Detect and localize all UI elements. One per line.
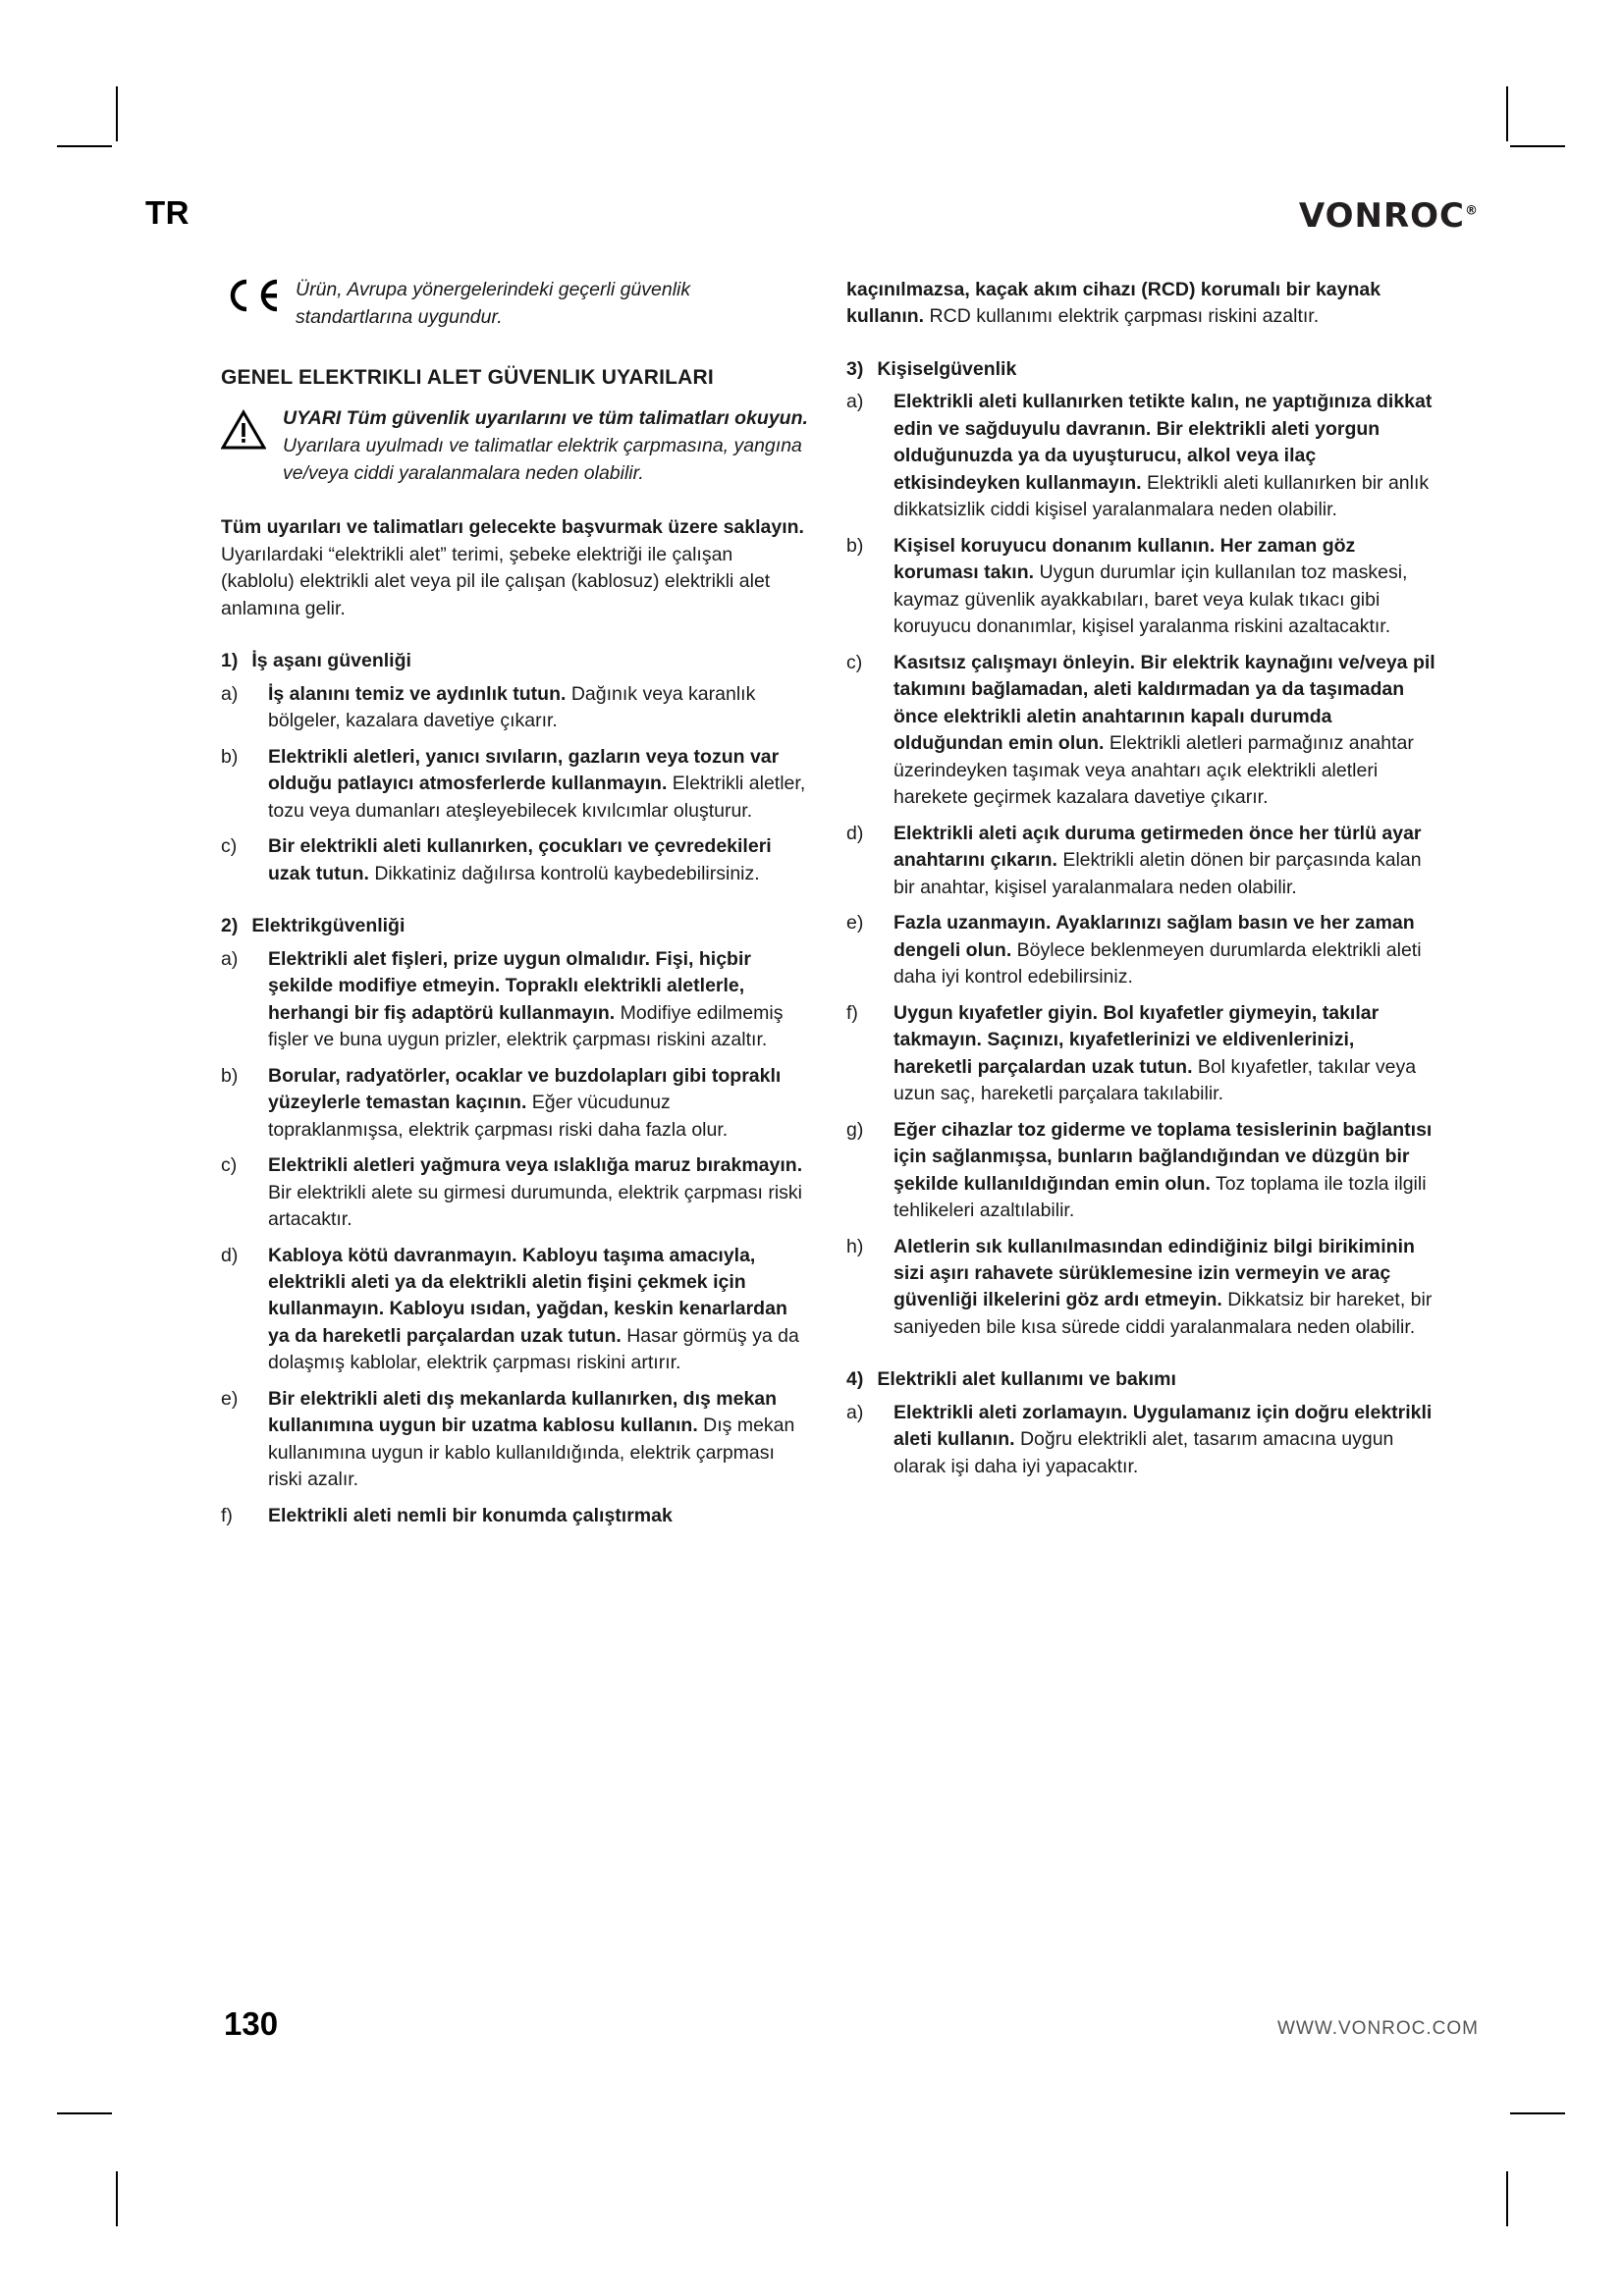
- item-text: [268, 744, 810, 825]
- section-1-title: İş aşanı güvenliği: [251, 650, 411, 672]
- section-1-heading: [221, 648, 810, 674]
- item-bold: Kasıtsız çalışmayı önleyin. Bir elektrik kaynağını ve/veya pil takımını bağlamadan, aleti kaldırmadan ya da taşımadan önce elektrikli aletin anahtarının kapalı durumda olduğundan emin olun.: [893, 651, 1435, 755]
- item-marker: b): [221, 745, 239, 768]
- item-text: [893, 389, 1435, 523]
- item-marker: b): [846, 534, 864, 557]
- section-4-number: 4): [846, 1368, 864, 1391]
- item-text: [268, 946, 810, 1054]
- section-4-title: Elektrikli alet kullanımı ve bakımı: [877, 1368, 1176, 1391]
- item-rest: Uygun durumlar için kullanılan toz maskesi, kaymaz güvenlik ayakkabıları, baret veya kulak tıkacı gibi koruyucu donanımlar, kişisel yaralanma riskini azaltacaktır.: [893, 561, 1408, 638]
- section-4-heading: [846, 1366, 1435, 1393]
- item-bold: Elektrikli aleti kullanırken tetikte kalın, ne yaptığınıza dikkat edin ve sağduyulu davranın. Bir elektrikli aleti yorgun olduğunuzda ya da uyuşturucu, alkol veya ilaç etkisindeyken kullanmayın.: [893, 391, 1433, 494]
- crop-mark: [57, 2112, 112, 2114]
- item-rest: Doğru elektrikli alet, tasarım amacına uygun olarak işi daha iyi yapacaktır.: [893, 1428, 1394, 1477]
- item-text: [268, 833, 810, 887]
- item-text: [268, 1063, 810, 1144]
- item-marker: f): [221, 1504, 233, 1526]
- item-text: [893, 910, 1435, 990]
- item-marker: a): [846, 391, 864, 413]
- item-marker: f): [846, 1001, 858, 1024]
- list-item: [221, 1243, 810, 1377]
- right-column: [846, 277, 1435, 1506]
- list-item: [221, 946, 810, 1054]
- warning-text: [283, 405, 810, 487]
- item-text: [893, 1117, 1435, 1225]
- list-item: [846, 1117, 1435, 1225]
- page-title: GENEL ELEKTRIKLI ALET GÜVENLIK UYARILARI: [221, 366, 714, 390]
- item-rest: Hasar görmüş ya da dolaşmış kablolar, elektrik çarpması riskini artırır.: [268, 1324, 799, 1374]
- item-marker: c): [221, 1154, 238, 1177]
- item-bold: Uygun kıyafetler giyin. Bol kıyafetler giymeyin, takılar takmayın. Saçınızı, kıyafetlerinizi ve eldivenlerinizi, hareketli parçalardan uzak tutun.: [893, 1001, 1380, 1078]
- list-item: [221, 833, 810, 887]
- left-column: [221, 277, 810, 1555]
- item-bold: Elektrikli aletleri, yanıcı sıvıların, gazların veya tozun var olduğu patlayıcı atmosferlerde kullanmayın.: [268, 745, 780, 795]
- intro-paragraph: [221, 514, 810, 622]
- warning-triangle-icon: [221, 405, 270, 458]
- item-bold: Borular, radyatörler, ocaklar ve buzdolapları gibi topraklı yüzeylerle temastan kaçının.: [268, 1064, 782, 1114]
- brand-logo: [1299, 196, 1479, 236]
- continuation-paragraph: [846, 277, 1435, 331]
- item-rest: Dış mekan kullanımına uygun ir kablo kullanıldığında, elektrik çarpması riski azalır.: [268, 1415, 795, 1491]
- continuation-rest: RCD kullanımı elektrik çarpması riskini azaltır.: [924, 305, 1320, 328]
- item-text: [268, 1386, 810, 1494]
- item-rest: Dağınık veya karanlık bölgeler, kazalara davetiye çıkarır.: [268, 682, 756, 732]
- list-item: [221, 681, 810, 735]
- item-bold: Aletlerin sık kullanılmasından edindiğiniz bilgi birikiminin sizi aşırı rahavete sürüklemesine izin vermeyin ve araç güvenliği ilkelerini göz ardı etmeyin.: [893, 1235, 1415, 1311]
- list-item: [846, 1400, 1435, 1480]
- list-item: [221, 1503, 810, 1529]
- list-item: [221, 744, 810, 825]
- list-item: [846, 1234, 1435, 1342]
- item-bold: Bir elektrikli aleti dış mekanlarda kullanırken, dış mekan kullanımına uygun bir uzatma kablosu kullanın.: [268, 1387, 778, 1437]
- item-marker: a): [221, 682, 239, 705]
- item-rest: Toz toplama ile tozla ilgili tehlikeleri azaltılabilir.: [893, 1172, 1427, 1222]
- item-marker: c): [846, 651, 863, 673]
- item-rest: Elektrikli aletler, tozu veya dumanları ateşleyebilecek kıvılcımlar oluşturur.: [268, 773, 806, 822]
- item-bold: Elektrikli aletleri yağmura veya ıslaklığa maruz bırakmayın.: [268, 1154, 803, 1177]
- item-text: [893, 1400, 1435, 1480]
- item-marker: e): [221, 1387, 239, 1410]
- continuation-bold: kaçınılmazsa, kaçak akım cihazı (RCD) korumalı bir kaynak kullanın.: [846, 279, 1381, 328]
- item-text: [893, 1000, 1435, 1108]
- item-bold: Kişisel koruyucu donanım kullanın. Her zaman göz koruması takın.: [893, 534, 1356, 584]
- list-item: [846, 1000, 1435, 1108]
- item-marker: d): [221, 1244, 239, 1266]
- item-text: [268, 1243, 810, 1377]
- crop-mark: [116, 2171, 118, 2226]
- section-2-heading: [221, 913, 810, 939]
- list-item: [846, 389, 1435, 523]
- item-bold: Kabloya kötü davranmayın. Kabloyu taşıma amacıyla, elektrikli aleti ya da elektrikli aletin fişini çekmek için kullanmayın. Kabloyu ısıdan, yağdan, keskin kenarlardan ya da hareketli parçalardan uzak tutun.: [268, 1244, 787, 1347]
- item-bold: Elektrikli alet fişleri, prize uygun olmalıdır. Fişi, hiçbir şekilde modifiye etmeyin. Topraklı elektrikli aletlerle, herhangi bir fiş adaptörü kullanmayın.: [268, 947, 751, 1024]
- ce-text: Ürün, Avrupa yönergelerindeki geçerli güvenlik standartlarına uygundur.: [296, 279, 691, 328]
- section-2-number: 2): [221, 915, 239, 937]
- section-1-number: 1): [221, 650, 239, 672]
- item-marker: c): [221, 835, 238, 858]
- item-marker: e): [846, 912, 864, 934]
- crop-mark: [57, 145, 112, 147]
- list-item: [221, 1063, 810, 1144]
- section-4-list: [846, 1400, 1435, 1480]
- item-text: [893, 1234, 1435, 1342]
- item-rest: Elektrikli aleti kullanırken bir anlık dikkatsizlik ciddi kişisel yaralanmalara neden olabilir.: [893, 471, 1430, 521]
- item-marker: h): [846, 1235, 864, 1257]
- item-text: [268, 1503, 810, 1529]
- ce-conformity-block: [221, 277, 810, 331]
- item-bold: Elektrikli aleti açık duruma getirmeden önce her türlü ayar anahtarını çıkarın.: [893, 822, 1422, 872]
- item-text: [893, 533, 1435, 641]
- crop-mark: [1510, 145, 1565, 147]
- intro-rest: Uyarılardaki “elektrikli alet” terimi, şebeke elektriği ile çalışan (kablolu) elektrikli alet veya pil ile çalışan (kablosuz) elektrikli alet anlamına gelir.: [221, 543, 771, 619]
- item-rest: Eğer vücudunuz topraklanmışsa, elektrik çarpması riski daha fazla olur.: [268, 1092, 729, 1141]
- item-text: [893, 650, 1435, 812]
- trademark-symbol: ®: [1465, 203, 1479, 219]
- item-marker: a): [221, 947, 239, 970]
- item-rest: Elektrikli aletleri parmağınız anahtar üzerindeyken taşımak veya anahtarı açık elektrikli aletleri harekete geçirmek kazalara davetiye çıkarır.: [893, 732, 1414, 809]
- warning-block: [221, 405, 810, 487]
- item-text: [893, 821, 1435, 901]
- section-3-list: [846, 389, 1435, 1341]
- item-rest: Modifiye edilmemiş fişler ve buna uygun prizler, elektrik çarpması riskini azaltır.: [268, 1001, 784, 1051]
- item-rest: Bir elektrikli alete su girmesi durumunda, elektrik çarpması riski artacaktır.: [268, 1181, 803, 1231]
- section-1-list: [221, 681, 810, 887]
- crop-mark: [116, 86, 118, 141]
- language-tag: TR: [145, 194, 189, 231]
- item-marker: a): [846, 1401, 864, 1423]
- list-item: [221, 1152, 810, 1233]
- list-item: [846, 821, 1435, 901]
- item-bold: Bir elektrikli aleti kullanırken, çocukları ve çevredekileri uzak tutun.: [268, 835, 772, 884]
- list-item: [846, 650, 1435, 812]
- list-item: [846, 533, 1435, 641]
- crop-mark: [1510, 2112, 1565, 2114]
- item-bold: Elektrikli aleti zorlamayın. Uygulamanız için doğru elektrikli aleti kullanın.: [893, 1401, 1433, 1451]
- brand-text: VONROC: [1298, 196, 1465, 236]
- warning-bold: UYARI Tüm güvenlik uyarılarını ve tüm talimatları okuyun.: [283, 407, 808, 430]
- item-rest: Bol kıyafetler, takılar veya uzun saç, hareketli parçalara takılabilir.: [893, 1055, 1417, 1105]
- section-2-title: Elektrikgüvenliği: [251, 915, 406, 937]
- item-bold: Fazla uzanmayın. Ayaklarınızı sağlam basın ve her zaman dengeli olun.: [893, 912, 1415, 961]
- website-url: WWW.VONROC.COM: [1276, 2018, 1479, 2039]
- section-3-heading: [846, 356, 1435, 383]
- item-rest: Böylece beklenmeyen durumlarda elektrikli aleti daha iyi kontrol edebilirsiniz.: [893, 938, 1422, 988]
- item-rest: Elektrikli aletin dönen bir parçasında kalan bir anahtar, kişisel yaralanmalara neden olabilir.: [893, 849, 1422, 898]
- item-rest: Dikkatiniz dağılırsa kontrolü kaybedebilirsiniz.: [368, 862, 760, 884]
- item-text: [268, 1152, 810, 1233]
- section-3-title: Kişiselgüvenlik: [877, 357, 1017, 380]
- item-marker: b): [221, 1064, 239, 1087]
- item-bold: Elektrikli aleti nemli bir konumda çalıştırmak: [268, 1504, 673, 1526]
- item-bold: Eğer cihazlar toz giderme ve toplama tesislerinin bağlantısı için sağlanmışsa, bunların bağlandığından ve düzgün bir şekilde kullanıldığından emin olun.: [893, 1118, 1433, 1195]
- page-number: 130: [224, 2005, 279, 2042]
- section-2-list: [221, 946, 810, 1530]
- section-3-number: 3): [846, 357, 864, 380]
- item-text: [268, 681, 810, 735]
- list-item: [846, 910, 1435, 990]
- intro-bold: Tüm uyarıları ve talimatları gelecekte başvurmak üzere saklayın.: [221, 516, 804, 539]
- ce-mark-icon: [221, 277, 282, 320]
- crop-mark: [1506, 2171, 1508, 2226]
- list-item: [221, 1386, 810, 1494]
- item-bold: İş alanını temiz ve aydınlık tutun.: [268, 682, 567, 705]
- warning-rest: Uyarılara uyulmadı ve talimatlar elektrik çarpmasına, yangına ve/veya ciddi yaralanmalara neden olabilir.: [283, 434, 802, 484]
- item-rest: Dikkatsiz bir hareket, bir saniyeden bile kısa sürede ciddi yaralanmalara neden olabilir.: [893, 1289, 1433, 1338]
- item-marker: g): [846, 1118, 864, 1141]
- crop-mark: [1506, 86, 1508, 141]
- item-marker: d): [846, 822, 864, 844]
